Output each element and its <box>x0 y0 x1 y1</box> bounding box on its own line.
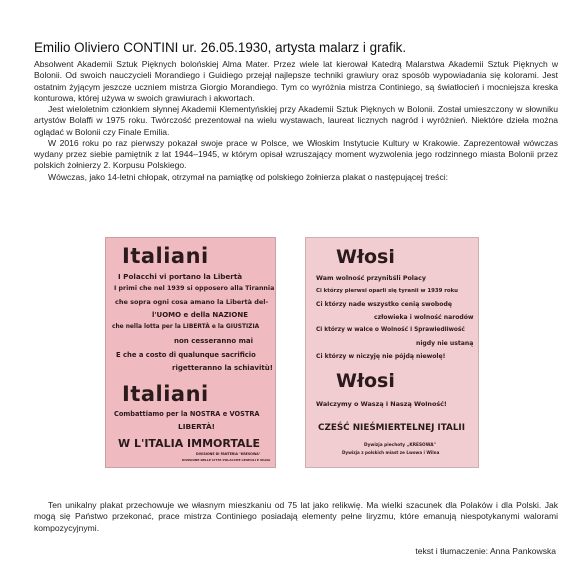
poster-it-line: I Polacchi vi portano la Libertà <box>118 272 243 281</box>
poster-pl-line: nigdy nie ustaną <box>416 340 474 347</box>
poster-it-line: E che a costo di qualunque sacrificio <box>116 351 256 359</box>
poster-pl-line: Ci którzy pierwsi oparli się tyranii w 1939 roku <box>316 288 459 294</box>
poster-it-line: non cesseranno mai <box>174 337 253 345</box>
poster-pl-line: człowieka i wolność narodów <box>374 314 474 321</box>
paragraph-4: Wówczas, jako 14-letni chłopak, otrzymał na pamiątkę od polskiego żołnierza plakat o następującej treści: <box>48 171 449 182</box>
italian-poster <box>105 237 276 468</box>
poster-it-heading-2: Italiani <box>122 382 209 406</box>
credit-line: tekst i tłumaczenie: Anna Pankowska <box>415 546 556 556</box>
closing-paragraph-block <box>34 500 558 534</box>
poster-it-line: I primi che nel 1939 si opposero alla Tirannia <box>114 285 275 292</box>
poster-it-line: l'UOMO e della NAZIONE <box>152 311 248 319</box>
poster-pl-signature: Dywizja z polskich miast ze Lwowa i Wilna <box>342 450 440 455</box>
poster-pl-line: Ci którzy w walce o Wolność i Sprawiedliwość <box>316 327 465 333</box>
poster-it-line: che sopra ogni cosa amano la Libertà del- <box>115 298 269 306</box>
poster-pl-heading: Włosi <box>336 246 395 268</box>
poster-it-line: che nella lotta per la LIBERTÀ e la GIUSTIZIA <box>112 324 260 330</box>
poster-pl-line: Wam wolność przyniեśli Polacy <box>316 275 427 282</box>
paragraph-1: Absolwent Akademii Sztuk Pięknych bolońskiej Alma Mater. Przez wiele lat kierował Katedrą Malarstwa Akademii Sztuk Pięknych w Bolonii. Od swoich nauczycieli Morandiego i Guidiego przejął najlepsze techniki grawiury oraz sposób wypowiadania się kolorami. Jest ostatnim żyjącym jeszcze uczniem mistrza Giorgio Morandiego. Tym co wyróżnia mistrza Continiego, są światłocień i mocniejsza kreska konturowa, której używa w swoich grawiurach i akwortach. <box>34 59 558 103</box>
article-title: Emilio Oliviero CONTINI ur. 26.05.1930, artysta malarz i grafik. <box>34 40 407 55</box>
polish-poster <box>305 237 479 468</box>
poster-it-heading: Italiani <box>122 244 209 268</box>
poster-it-signature: DIVISIONE DI FANTERIA "KRESOWA" <box>196 452 261 456</box>
poster-pl-line: Ci którzy nade wszystko cenią swobodę <box>316 301 452 308</box>
poster-it-signature: DIVISIONE DELLE CITTÀ POLACCHE LEOPOLI E VILNA <box>182 458 271 462</box>
poster-pl-slogan: CZEŚĆ NIEŚMIERTELNEJ ITALII <box>318 423 465 433</box>
paragraph-2: Jest wieloletnim członkiem słynnej Akademii Klementyńskiej przy Akademii Sztuk Pięknych w Bolonii. Został umieszczony w słowniku artystów Bolaffi w 1975 roku. Twórczość prezentował na wielu wystawach, laureat licznych nagród i wyróżnień. Niektóre dzieła można oglądać w Bolonii czy Finale Emilia. <box>34 104 558 137</box>
poster-it-line: Combattiamo per la NOSTRA e VOSTRA <box>114 410 260 418</box>
paragraph-3: W 2016 roku po raz pierwszy pokazał swoje prace w Polsce, we Włoskim Instytucie Kultury w Krakowie. Zaprezentował wówczas wydany przez siebie pamiętnik z lat 1944–1945, w którym opisał wzruszający moment wyzwolenia jego rodzinnego miasta Bolonii przez polskich żołnierzy 2. Korpusu Polskiego. <box>34 137 558 171</box>
closing-paragraph: Ten unikalny plakat przechowuje we własnym mieszkaniu od 75 lat jako relikwię. Ma wielki szacunek dla Polaków i dla Polski. Jak mogą się Państwo przekonać, prace mistrza Continiego posiadają elementy pełne liryzmu, które emanują niespotykanymi walorami kompozycyjnymi. <box>34 500 558 533</box>
poster-pl-line: Walczymy o Waszą i Naszą Wolność! <box>316 400 447 408</box>
poster-pl-heading-2: Włosi <box>336 370 395 392</box>
poster-it-line: LIBERTÀ! <box>178 422 216 431</box>
article-body <box>34 59 558 183</box>
poster-pl-signature: Dywizja piechoty „KRESOWA" <box>364 443 436 448</box>
poster-it-line: rigetteranno la schiavitù! <box>172 364 273 372</box>
poster-pl-line: Ci którzy w niczyję nie pójdą niewolę! <box>316 353 446 360</box>
poster-it-slogan: W L'ITALIA IMMORTALE <box>118 437 261 450</box>
